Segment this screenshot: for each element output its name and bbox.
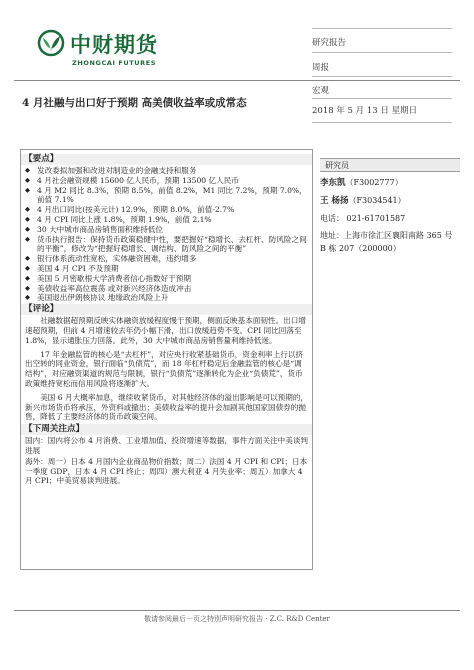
- meta-divider: [312, 122, 452, 123]
- analyst-entry: [320, 176, 460, 190]
- next-week-overseas: 海外：周一）日本 4 月国内企业商品物价指数；周二）法国 4 月 CPI 和 CPI；日本一季度 GDP，日本 4 月 CPI 终止；周四）澳大利亚 4 月失业率；周五）加拿大 4 月 CPI；中美贸易谈判进展。: [25, 456, 308, 486]
- key-point-item: ◆ 美国退出伊朗核协议 地缘政治风险上升: [25, 293, 309, 303]
- commentary-paragraph: 美国 6 月大概率加息，继续收紧货币，对其他经济体的溢出影响是可以预期的，新兴市场货币将承压，外资料或撤出；美债收益率的提升会加剧其他国家国债券的抛售，降低了主要经济体的货币政策空间。: [25, 392, 309, 422]
- key-point-item: ◆ 美国 4 月 CPI 不及预期: [25, 264, 309, 274]
- analyst-address: 地址：上海市徐汇区襄阳南路 365 号 B 栋 207（200000）: [320, 231, 453, 253]
- main-content: [20, 149, 313, 570]
- footer-disclaimer: 敬请参阅最后一页之特别声明研究报告 · Z.C. R&D Center: [144, 615, 330, 623]
- key-point-item: ◆ 4 月 M2 同比 8.3%，预期 8.5%，前值 8.2%，M1 同比 7.2%，预期 7.0%，前值 7.1%: [25, 186, 309, 206]
- analyst-phone: 电话： 021-61701587: [320, 214, 406, 223]
- analyst-heading: 研究员: [320, 158, 460, 172]
- next-week-heading: 【下周关注点】: [21, 424, 312, 435]
- key-point-item: ◆ 美债收益率高位震荡 或对新兴经济体造成冲击: [25, 284, 309, 294]
- commentary-paragraph: 17 年金融监管的核心是“去杠杆”，对应央行收紧基础货币，资金利率上行以挤出空转的同业资金，银行面临“负债荒”，而 18 年杠杆稳定后金融监管的核心是“调结构”，对应融资渠道的规范与限制，银行“负债荒”逐渐转化为企业“负债荒”，货币政策维持宽松而信用风险将逐渐扩大。: [25, 349, 304, 388]
- key-point-item: ◆ 4 月出口同比(按美元计) 12.9%，预期 8.0%，前值-2.7%: [25, 205, 309, 215]
- logo-english-name: ZHONGCAI FUTURES: [72, 59, 157, 67]
- logo-leaf-icon: [36, 28, 66, 58]
- header-rule: [14, 80, 460, 81]
- meta-divider: [312, 52, 452, 53]
- analyst-name: 李东凯: [320, 178, 346, 188]
- footer-rule: [14, 610, 460, 611]
- key-point-item: ◆ 美国 5 月密歇根大学消费者信心指数好于预期: [25, 274, 309, 284]
- key-points-list: [25, 166, 309, 303]
- report-date: 2018 年 5 月 13 日 星期日: [312, 106, 418, 116]
- key-point-item: ◆ 30 大中城市商品房销售面积维持低位: [25, 225, 309, 235]
- meta-divider: [312, 76, 452, 77]
- commentary-paragraph: 社融数据超预期反映实体融资放缓程度慢于预期，侧面反映基本面韧性。出口增速超预期，但前 4 月增速较去年仍小幅下滑，出口放缓趋势不变。CPI 同比回落至 1.8%，显示通胀压力回落。此外，30 大中城市商品房销售量利维持低迷。: [25, 316, 306, 345]
- analyst-license: （F3002777）: [345, 178, 403, 187]
- logo-chinese-name: 中财期货: [70, 33, 158, 57]
- key-point-item: ◆ 4 月 CPI 同比上涨 1.8%，预期 1.9%，前值 2.1%: [25, 215, 309, 225]
- report-title: 4 月社融与出口好于预期 高美债收益率或成常态: [22, 97, 247, 109]
- report-category: 宏观: [312, 86, 330, 96]
- analyst-license: （F3034541）: [348, 196, 406, 205]
- key-point-item: ◆ 银行体系流动性宽松，实体融资困难，违约增多: [25, 254, 309, 264]
- meta-divider: [312, 28, 452, 29]
- analyst-entry: [320, 194, 460, 208]
- key-points-heading: 【要点】: [21, 154, 312, 165]
- analyst-name: 王 杨扬: [320, 196, 349, 206]
- key-point-item: ◆ 4 月社会融资规模 15600 亿人民币，预期 13500 亿人民币: [25, 176, 309, 186]
- meta-divider: [312, 98, 452, 99]
- report-frequency: 周报: [312, 63, 330, 73]
- key-point-item: ◆ 货币执行报告：保持货币政策稳健中性，要把握好“稳增长、去杠杆、防风险之间的平衡”，修改为“把握好稳增长、调结构、防风险之间的平衡”: [25, 235, 309, 255]
- analyst-panel: [320, 158, 460, 259]
- key-point-item: ◆ 发改委拟加强和改进对制造业的金融支持和服务: [25, 166, 309, 176]
- report-type: 研究报告: [312, 38, 347, 48]
- commentary-heading: 【评论】: [21, 304, 312, 315]
- next-week-domestic: 国内：国内将公布 4 月消费、工业增加值、投资增速等数据，事件方面关注中美谈判进展: [25, 436, 309, 455]
- company-logo: [36, 28, 156, 74]
